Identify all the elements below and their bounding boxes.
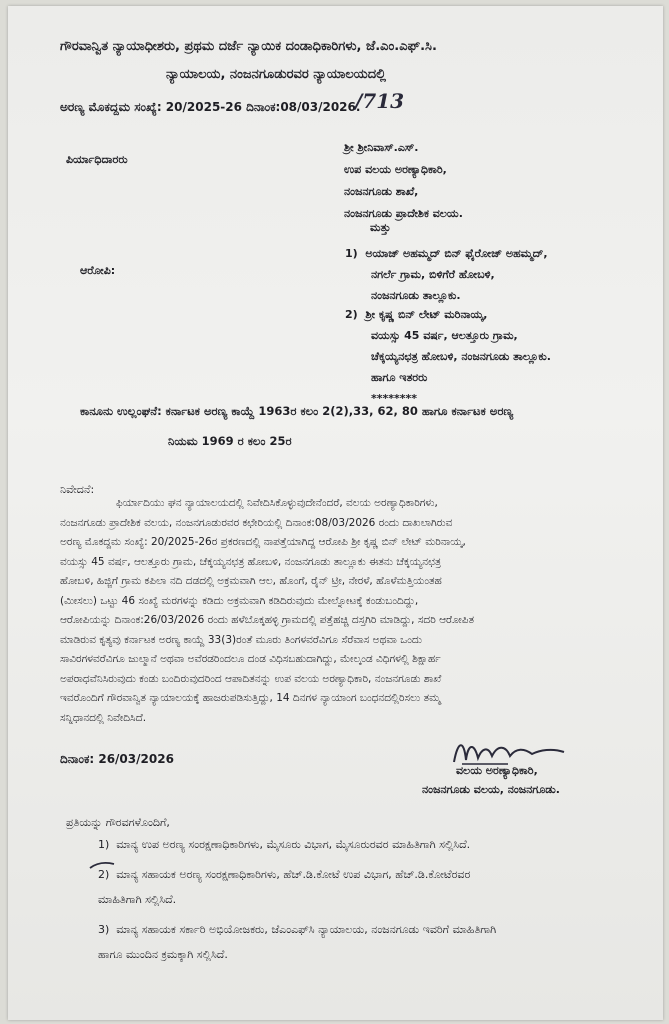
submission-line: ಇವರೊಂದಿಗೆ ಗೌರವಾನ್ವಿತ ನ್ಯಾಯಾಲಯಕ್ಕೆ ಹಾಜರುಪಡಿಸುತ್ತಿದ್ದು, 14 ದಿನಗಳ ನ್ಯಾಯಾಂಗ ಬಂಧನದಲ್ಲಿರಿಸಲು ತಮ್ಮ xyxy=(60,692,441,704)
court-heading-line2: ನ್ಯಾಯಾಲಯ, ನಂಜನಗೂಡುರವರ ನ್ಯಾಯಾಲಯದಲ್ಲಿ xyxy=(166,67,386,82)
copy-line: ಮಾಹಿತಿಗಾಗಿ ಸಲ್ಲಿಸಿದೆ. xyxy=(98,893,177,906)
submission-line: ಸಾವಿರಗಳವರೆವಿಗೂ ಜುಲ್ಮಾನೆ ಅಥವಾ ಅವೆರಡರಿಂದಲೂ ದಂಡ ವಿಧಿಸಬಹುದಾಗಿದ್ದು, ಮೇಲ್ಕಂಡ ವಿಧಿಗಳಲ್ಲಿ ಶಿಕ್ಷಾರ್ಹ xyxy=(60,653,441,665)
copy-num: 3) xyxy=(98,923,110,936)
copy-to-label: ಪ್ರತಿಯನ್ನು ಗೌರವಗಳೊಂದಿಗೆ, xyxy=(66,816,170,829)
submission-line: ಅರಣ್ಯ ಮೊಕದ್ದಮ ಸಂಖ್ಯೆ: 20/2025-26ರ ಪ್ರಕರಣದಲ್ಲಿ ನಾಪತ್ತೆಯಾಗಿದ್ದ ಆರೋಪಿ ಶ್ರೀ ಕೃಷ್ಣ ಬಿನ್ ಲೇಟ್ ಮರಿನಾಯ್ಕ, xyxy=(60,536,466,548)
separator-stars: ******** xyxy=(371,392,418,405)
submission-body xyxy=(60,494,620,728)
accused-line: ನಗರ್ಲೆ ಗ್ರಾಮ, ಬಿಳಿಗೆರೆ ಹೋಬಳಿ, xyxy=(371,268,495,281)
submission-line: ಹೋಬಳಿ, ಹಿಜ್ಜಿಗೆ ಗ್ರಾಮ ಕಪಿಲಾ ನದಿ ದಡದಲ್ಲಿ ಅಕ್ರಮವಾಗಿ ಆಲ, ಹೊಂಗೆ, ರೈನ್ ಟ್ರೀ, ನೇರಳೆ, ಹೊಳೆಮತ್ತಿಯಂತಹ xyxy=(60,575,442,587)
signatory-office: ನಂಜನಗೂಡು ವಲಯ, ನಂಜನಗೂಡು. xyxy=(422,783,560,796)
copy-num: 1) xyxy=(98,838,110,851)
submission-line: ಆರೋಪಿಯನ್ನು ದಿನಾಂಕ:26/03/2026 ರಂದು ಹಳೆಬೊಕ್ಕಹಳ್ಳಿ ಗ್ರಾಮದಲ್ಲಿ ಪತ್ತೆಹಚ್ಚಿ ದಸ್ತಗಿರಿ ಮಾಡಿದ್ದು, ಸದರಿ ಆರೋಪಿತ xyxy=(60,614,475,626)
court-heading-line1: ಗೌರವಾನ್ವಿತ ನ್ಯಾಯಾಧೀಶರು, ಪ್ರಥಮ ದರ್ಜೆ ನ್ಯಾಯಿಕ ದಂಡಾಧಿಕಾರಿಗಳು, ಜೆ.ಎಂ.ಎಫ್.ಸಿ. xyxy=(60,39,437,54)
document-page xyxy=(8,6,663,1020)
copy-line: ಮಾನ್ಯ ಉಪ ಅರಣ್ಯ ಸಂರಕ್ಷಣಾಧಿಕಾರಿಗಳು, ಮೈಸೂರು ವಿಭಾಗ, ಮೈಸೂರುರವರ ಮಾಹಿತಿಗಾಗಿ ಸಲ್ಲಿಸಿದೆ. xyxy=(116,838,471,851)
copy-line: ಮಾನ್ಯ ಸಹಾಯಕ ಅರಣ್ಯ ಸಂರಕ್ಷಣಾಧಿಕಾರಿಗಳು, ಹೆಚ್.ಡಿ.ಕೋಟೆ ಉಪ ವಿಭಾಗ, ಹೆಚ್.ಡಿ.ಕೋಟೆರವರ xyxy=(116,868,471,881)
accused-line: ವಯಸ್ಸು 45 ವರ್ಷ, ಆಲತ್ತೂರು ಗ್ರಾಮ, xyxy=(371,329,518,342)
accused-line: ಚೆಕ್ಕಯ್ಯನಛತ್ರ ಹೋಬಳಿ, ನಂಜನಗೂಡು ತಾಲ್ಲೂಕು. xyxy=(371,350,551,363)
submission-label: ನಿವೇದನೆ: xyxy=(60,483,95,496)
submission-line: ಫಿರ್ಯಾದಿಯು ಘನ ನ್ಯಾಯಾಲಯದಲ್ಲಿ ನಿವೇದಿಸಿಕೊಳ್ಳುವುದೇನೆಂದರೆ, ವಲಯ ಅರಣ್ಯಾಧಿಕಾರಿಗಳು, xyxy=(116,497,438,509)
document-date: ದಿನಾಂಕ: 26/03/2026 xyxy=(60,752,174,766)
violation-line1: ಕಾನೂನು ಉಲ್ಲಂಘನೆ: ಕರ್ನಾಟಕ ಅರಣ್ಯ ಕಾಯ್ದೆ 1963ರ ಕಲಂ 2(2),33, 62, 80 ಹಾಗೂ ಕರ್ನಾಟಕ ಅರಣ್ಯ xyxy=(80,404,514,418)
copy-item-1 xyxy=(98,838,470,852)
and-label: ಮತ್ತು xyxy=(370,221,391,234)
copy-item-2 xyxy=(98,862,470,912)
complainant-block xyxy=(344,137,463,225)
copy-line: ಮಾನ್ಯ ಸಹಾಯಕ ಸರ್ಕಾರಿ ಅಭಿಯೋಜಕರು, ಜೆಎಂಎಫ್‌ಸಿ ನ್ಯಾಯಾಲಯ, ನಂಜನಗೂಡು ಇವರಿಗೆ ಮಾಹಿತಿಗಾಗಿ xyxy=(116,923,497,936)
complainant-line: ಉಪ ವಲಯ ಅರಣ್ಯಾಧಿಕಾರಿ, xyxy=(344,163,447,176)
signatory-title: ವಲಯ ಅರಣ್ಯಾಧಿಕಾರಿ, xyxy=(456,764,538,777)
violation-line2: ನಿಯಮ 1969 ರ ಕಲಂ 25ರ xyxy=(168,434,292,448)
accused-others: ಹಾಗೂ ಇತರರು xyxy=(371,371,428,384)
submission-line: ಸನ್ನಿಧಾನದಲ್ಲಿ ನಿವೇದಿಸಿದೆ. xyxy=(60,711,147,724)
pen-strike-mark xyxy=(88,858,116,872)
accused-1 xyxy=(345,243,548,306)
complainant-label: ಪಿರ್ಯಾಧಿದಾರರು xyxy=(66,153,128,166)
copy-num: 2) xyxy=(98,868,110,881)
copy-line: ಹಾಗೂ ಮುಂದಿನ ಕ್ರಮಕ್ಕಾಗಿ ಸಲ್ಲಿಸಿದೆ. xyxy=(98,948,228,961)
accused-label: ಆರೋಪಿ: xyxy=(80,264,116,277)
submission-line: (ಮೀಸಲು) ಒಟ್ಟು 46 ಸಂಖ್ಯೆ ಮರಗಳನ್ನು ಕಡಿದು ಅಕ್ರಮವಾಗಿ ಕಡಿದಿರುವುದು ಮೇಲ್ನೋಟಕ್ಕೆ ಕಂಡುಬಂದಿದ್ದು, xyxy=(60,594,419,607)
complainant-line: ಶ್ರೀ ಶ್ರೀನಿವಾಸ್.ಎಸ್. xyxy=(344,141,419,154)
submission-line: ಅಪರಾಧವೆನಿಸಿರುವುದು ಕಂಡು ಬಂದಿರುವುದರಿಂದ ಆಪಾದಿತನನ್ನು ಉಪ ವಲಯ ಅರಣ್ಯಾಧಿಕಾರಿ, ನಂಜನಗೂಡು ಶಾಖೆ xyxy=(60,672,442,685)
copy-item-3 xyxy=(98,917,496,967)
accused-line: ಅಯಾಜ್ ಅಹಮ್ಮದ್ ಬಿನ್ ಫೈರೋಜ್ ಅಹಮ್ಮದ್, xyxy=(365,247,548,260)
case-reference: ಅರಣ್ಯ ಮೊಕದ್ದಮ ಸಂಖ್ಯೆ: 20/2025-26 ದಿನಾಂಕ:08/03/2026. xyxy=(60,100,361,114)
accused-2 xyxy=(345,304,551,409)
handwritten-number: /713 xyxy=(355,89,405,113)
submission-line: ಮಾಡಿರುವ ಕೃತ್ಯವು ಕರ್ನಾಟಕ ಅರಣ್ಯ ಕಾಯ್ದೆ 33(3)ರಂತೆ ಮೂರು ತಿಂಗಳವರೆವಿಗೂ ಸೆರೆವಾಸ ಅಥವಾ ಒಂದು xyxy=(60,633,422,646)
submission-line: ನಂಜನಗೂಡು ಪ್ರಾದೇಶಿಕ ವಲಯ, ನಂಜನಗೂಡುರವರ ಕಛೇರಿಯಲ್ಲಿ ದಿನಾಂಕ:08/03/2026 ರಂದು ದಾಖಲಾಗಿರುವ xyxy=(60,516,453,529)
accused-line: ಶ್ರೀ ಕೃಷ್ಣ ಬಿನ್ ಲೇಟ್ ಮರಿನಾಯ್ಕ, xyxy=(365,308,488,321)
submission-line: ವಯಸ್ಸು 45 ವರ್ಷ, ಆಲತ್ತೂರು ಗ್ರಾಮ, ಚೆಕ್ಕಯ್ಯನಛತ್ರ ಹೋಬಳಿ, ನಂಜನಗೂಡು ತಾಲ್ಲೂಕು ಈತನು ಚೆಕ್ಕಯ್ಯನಛತ್ರ xyxy=(60,555,441,568)
accused-num: 1) xyxy=(345,247,358,260)
accused-line: ನಂಜನಗೂಡು ತಾಲ್ಲೂಕು. xyxy=(371,289,461,302)
complainant-line: ನಂಜನಗೂಡು ಶಾಖೆ, xyxy=(344,185,419,198)
complainant-line: ನಂಜನಗೂಡು ಪ್ರಾದೇಶಿಕ ವಲಯ. xyxy=(344,207,463,220)
accused-num: 2) xyxy=(345,308,358,321)
